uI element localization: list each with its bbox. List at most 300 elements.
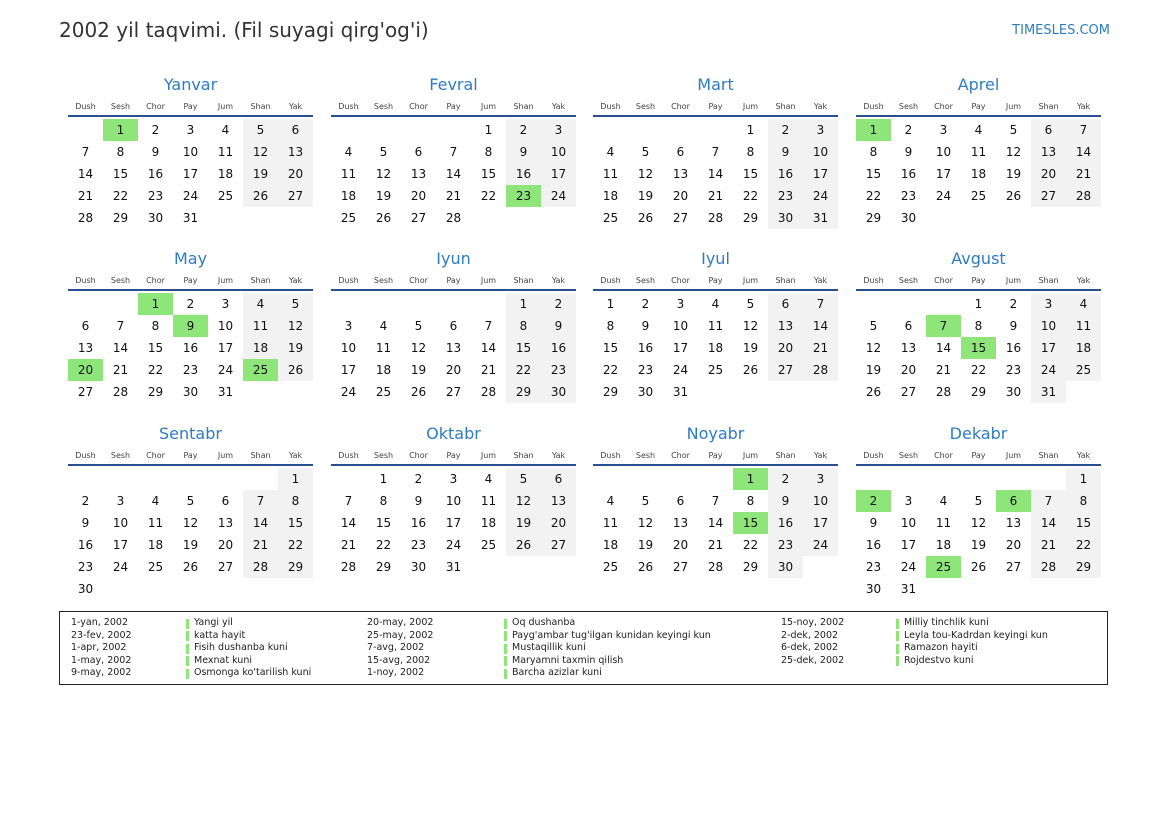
day-cell: 31 [672,385,689,399]
weekday-label: Pay [183,276,198,285]
empty-cell [891,468,926,490]
day-cell: 19 [375,189,392,203]
day-cell: 6 [768,293,803,315]
day-cell: 3 [449,472,458,486]
weekday-label: Chor [409,276,428,285]
day-cell: 24 [217,363,234,377]
empty-cell [628,119,663,141]
day-cell: 18 [217,167,234,181]
day-cell: 20 [1005,538,1022,552]
day-cell: 14 [340,516,357,530]
month-name: Iyun [436,249,471,268]
day-cell: 27 [672,560,689,574]
day-cell: 2 [186,297,195,311]
holiday-day: 1 [138,293,173,315]
day-cell: 17 [803,512,838,534]
day-cell: 15 [112,167,129,181]
day-cell: 1 [606,297,615,311]
day-cell: 7 [803,293,838,315]
day-cell: 29 [375,560,392,574]
holiday-date: 15-noy, 2002 [781,617,845,628]
day-cell: 18 [707,341,724,355]
holiday-marker [186,631,189,641]
day-cell: 15 [742,167,759,181]
empty-cell [436,119,471,141]
empty-cell [401,293,436,315]
day-cell: 4 [379,319,388,333]
weekday-label: Yak [813,276,828,285]
empty-cell [331,119,366,141]
day-cell: 14 [77,167,94,181]
weekday-label: Yak [551,102,566,111]
day-cell: 26 [182,560,199,574]
day-cell: 20 [672,189,689,203]
day-cell: 19 [637,538,654,552]
day-grid [331,293,576,403]
day-cell: 3 [939,123,948,137]
day-cell: 17 [1031,337,1066,359]
day-cell: 21 [340,538,357,552]
empty-cell [698,119,733,141]
day-cell: 29 [112,211,129,225]
weekday-header [331,450,576,466]
day-grid [331,468,576,578]
site-link[interactable]: TIMESLES.COM [1012,23,1110,38]
weekday-header [593,450,838,466]
weekday-label: Yak [1076,451,1091,460]
day-cell: 31 [217,385,234,399]
day-cell: 13 [672,516,689,530]
day-cell: 12 [742,319,759,333]
day-cell: 13 [410,167,427,181]
day-cell: 3 [676,297,685,311]
day-cell: 2 [151,123,160,137]
day-cell: 16 [1005,341,1022,355]
day-cell: 13 [672,167,689,181]
day-cell: 2 [1009,297,1018,311]
day-cell: 18 [935,538,952,552]
weekday-label: Dush [863,102,884,111]
empty-cell [366,119,401,141]
holiday-name: Osmonga ko'tarilish kuni [194,667,312,679]
day-cell: 26 [865,385,882,399]
day-cell: 29 [147,385,164,399]
day-cell: 20 [900,363,917,377]
day-cell: 17 [672,341,689,355]
day-cell: 5 [506,468,541,490]
day-cell: 25 [147,560,164,574]
holiday-date: 1-noy, 2002 [367,667,425,679]
day-cell: 11 [243,315,278,337]
day-cell: 22 [865,189,882,203]
day-cell: 15 [865,167,882,181]
weekday-label: Chor [671,102,690,111]
day-cell: 2 [506,119,541,141]
day-cell: 16 [506,163,541,185]
day-cell: 9 [81,516,90,530]
day-cell: 10 [935,145,952,159]
empty-cell [996,468,1031,490]
day-grid [593,119,838,229]
day-cell: 17 [803,163,838,185]
day-cell: 6 [904,319,913,333]
day-cell: 26 [375,211,392,225]
day-cell: 9 [641,319,650,333]
empty-cell [663,468,698,490]
day-cell: 2 [414,472,423,486]
weekday-label: Chor [409,102,428,111]
weekday-label: Shan [775,276,796,285]
day-cell: 18 [147,538,164,552]
day-cell: 7 [1031,490,1066,512]
empty-cell [103,293,138,315]
day-cell: 30 [1005,385,1022,399]
weekday-label: Sesh [110,102,131,111]
day-cell: 17 [541,163,576,185]
empty-cell [331,293,366,315]
empty-cell [138,468,173,490]
day-cell: 12 [970,516,987,530]
day-cell: 9 [869,516,878,530]
day-cell: 3 [344,319,353,333]
day-cell: 22 [970,363,987,377]
day-cell: 6 [221,494,230,508]
day-cell: 10 [672,319,689,333]
day-cell: 8 [606,319,615,333]
holiday-name: Mustaqillik kuni [512,642,586,654]
day-cell: 24 [803,185,838,207]
day-cell: 3 [186,123,195,137]
holiday-marker [504,644,507,654]
empty-cell [243,468,278,490]
day-cell: 15 [506,337,541,359]
weekday-label: Jum [742,276,759,285]
day-cell: 23 [77,560,94,574]
day-grid [856,119,1101,229]
day-cell: 12 [506,490,541,512]
day-cell: 11 [602,516,619,530]
weekday-label: Shan [1038,276,1059,285]
empty-cell [68,468,103,490]
day-cell: 16 [865,538,882,552]
day-cell: 24 [445,538,462,552]
day-cell: 19 [278,337,313,359]
weekday-label: Dush [863,276,884,285]
weekday-label: Pay [708,102,723,111]
day-cell: 26 [410,385,427,399]
weekday-label: Chor [146,451,165,460]
holiday-date: 2-dek, 2002 [781,629,839,641]
day-cell: 17 [112,538,129,552]
day-cell: 6 [676,145,685,159]
empty-cell [471,293,506,315]
day-cell: 22 [506,359,541,381]
day-cell: 7 [81,145,90,159]
day-cell: 10 [803,490,838,512]
day-grid [856,468,1101,600]
day-cell: 13 [541,490,576,512]
day-cell: 9 [151,145,160,159]
day-cell: 20 [410,189,427,203]
day-cell: 19 [182,538,199,552]
day-cell: 16 [147,167,164,181]
weekday-label: Pay [446,451,461,460]
empty-cell [68,119,103,141]
day-cell: 11 [707,319,724,333]
day-cell: 25 [602,211,619,225]
day-cell: 27 [1005,560,1022,574]
holiday-day: 1 [856,119,891,141]
day-cell: 19 [506,512,541,534]
holiday-marker [186,619,189,629]
day-cell: 19 [742,341,759,355]
day-cell: 14 [935,341,952,355]
weekday-label: Shan [775,102,796,111]
day-cell: 30 [77,582,94,596]
empty-cell [208,468,243,490]
day-cell: 13 [1005,516,1022,530]
day-cell: 25 [217,189,234,203]
day-cell: 10 [182,145,199,159]
day-grid [331,119,576,229]
day-cell: 29 [742,560,759,574]
day-cell: 16 [410,516,427,530]
day-cell: 3 [1031,293,1066,315]
day-grid [593,293,838,403]
empty-cell [926,468,961,490]
day-cell: 11 [1066,315,1101,337]
month-name: Sentabr [159,424,222,443]
holiday-name: Milliy tinchlik kuni [904,617,989,628]
day-cell: 30 [541,381,576,403]
month-name: Yanvar [163,75,218,94]
day-cell: 1 [506,293,541,315]
month-name: Noyabr [686,424,745,443]
day-cell: 5 [414,319,423,333]
day-cell: 22 [602,363,619,377]
holiday-date: 1-apr, 2002 [71,642,127,654]
month-avgust [856,249,1101,403]
day-cell: 18 [340,189,357,203]
empty-cell [856,468,891,490]
month-noyabr [593,424,838,578]
day-cell: 8 [116,145,125,159]
day-cell: 24 [182,189,199,203]
day-cell: 8 [974,319,983,333]
day-cell: 11 [480,494,497,508]
holiday-marker [186,669,189,679]
day-cell: 20 [541,512,576,534]
day-cell: 12 [278,315,313,337]
holiday-date: 25-may, 2002 [367,629,434,641]
holiday-day: 15 [961,337,996,359]
day-cell: 5 [278,293,313,315]
day-cell: 31 [445,560,462,574]
day-cell: 12 [865,341,882,355]
day-cell: 4 [974,123,983,137]
day-cell: 4 [344,145,353,159]
weekday-label: Jum [480,102,497,111]
day-cell: 1 [974,297,983,311]
empty-cell [628,468,663,490]
holiday-day: 23 [506,185,541,207]
weekday-label: Chor [671,276,690,285]
day-cell: 2 [81,494,90,508]
day-cell: 10 [1031,315,1066,337]
holiday-name: Oq dushanba [512,617,576,628]
day-grid [68,119,313,229]
weekday-label: Chor [934,276,953,285]
day-cell: 11 [217,145,234,159]
day-cell: 11 [602,167,619,181]
empty-cell [593,119,628,141]
day-cell: 21 [1066,163,1101,185]
weekday-label: Jum [1005,451,1022,460]
day-cell: 29 [1066,556,1101,578]
day-cell: 15 [278,512,313,534]
holiday-name: Payg'ambar tug'ilgan kunidan keyingi kun [512,629,711,641]
day-cell: 16 [182,341,199,355]
weekday-header [68,275,313,291]
day-cell: 8 [506,315,541,337]
weekday-header [856,275,1101,291]
day-cell: 13 [1031,141,1066,163]
day-cell: 14 [243,512,278,534]
day-cell: 10 [112,516,129,530]
day-cell: 21 [77,189,94,203]
day-cell: 1 [746,123,755,137]
day-cell: 2 [768,119,803,141]
month-yanvar [68,75,313,229]
day-cell: 15 [1066,512,1101,534]
day-cell: 8 [484,145,493,159]
day-cell: 27 [900,385,917,399]
day-cell: 7 [449,145,458,159]
month-dekabr [856,424,1101,600]
day-cell: 23 [865,560,882,574]
day-cell: 19 [865,363,882,377]
day-cell: 25 [480,538,497,552]
holiday-date: 7-avg, 2002 [367,642,425,654]
day-cell: 5 [869,319,878,333]
day-cell: 8 [278,490,313,512]
weekday-label: Yak [551,451,566,460]
day-cell: 20 [445,363,462,377]
day-cell: 27 [278,185,313,207]
day-cell: 14 [112,341,129,355]
day-cell: 18 [602,538,619,552]
day-cell: 3 [116,494,125,508]
weekday-label: Pay [183,102,198,111]
day-cell: 26 [243,185,278,207]
day-cell: 28 [480,385,497,399]
day-cell: 4 [151,494,160,508]
day-cell: 28 [935,385,952,399]
month-name: Iyul [701,249,730,268]
holiday-name: katta hayit [194,629,246,641]
holiday-date: 1-may, 2002 [71,654,132,666]
day-cell: 15 [375,516,392,530]
day-cell: 5 [1009,123,1018,137]
month-name: Mart [697,75,734,94]
day-cell: 20 [672,538,689,552]
day-cell: 31 [803,207,838,229]
day-cell: 21 [445,189,462,203]
month-iyul [593,249,838,403]
weekday-label: Yak [288,451,303,460]
holiday-date: 23-fev, 2002 [71,629,132,641]
day-grid [593,468,838,578]
day-cell: 26 [506,534,541,556]
day-cell: 18 [602,189,619,203]
day-cell: 4 [484,472,493,486]
day-cell: 30 [900,211,917,225]
holiday-marker [896,619,899,629]
day-cell: 27 [410,211,427,225]
holiday-day: 1 [103,119,138,141]
day-cell: 18 [970,167,987,181]
holiday-day: 1 [733,468,768,490]
day-cell: 22 [1066,534,1101,556]
day-cell: 31 [1031,381,1066,403]
day-cell: 5 [746,297,755,311]
holiday-day: 7 [926,315,961,337]
day-cell: 20 [278,163,313,185]
day-cell: 9 [904,145,913,159]
weekday-label: Dush [863,451,884,460]
weekday-label: Shan [513,102,534,111]
empty-cell [103,468,138,490]
day-cell: 26 [742,363,759,377]
day-cell: 7 [116,319,125,333]
holiday-name: Barcha azizlar kuni [512,667,602,679]
day-cell: 9 [506,141,541,163]
empty-cell [593,468,628,490]
holiday-date: 15-avg, 2002 [367,654,431,666]
day-cell: 27 [77,385,94,399]
holiday-date: 20-may, 2002 [367,617,434,628]
weekday-label: Jum [1005,276,1022,285]
day-cell: 24 [340,385,357,399]
day-cell: 24 [541,185,576,207]
holiday-marker [186,644,189,654]
weekday-label: Pay [446,102,461,111]
day-cell: 25 [602,560,619,574]
day-cell: 16 [77,538,94,552]
weekday-label: Shan [1038,451,1059,460]
day-cell: 31 [900,582,917,596]
day-cell: 21 [112,363,129,377]
month-fevral [331,75,576,229]
holiday-name: Yangi yil [194,617,233,628]
weekday-label: Yak [1076,276,1091,285]
day-cell: 13 [77,341,94,355]
day-cell: 30 [865,582,882,596]
day-cell: 6 [449,319,458,333]
month-name: Dekabr [949,424,1008,443]
holiday-day: 20 [68,359,103,381]
holiday-day: 9 [173,315,208,337]
holiday-name: Mexnat kuni [194,654,252,666]
day-cell: 14 [445,167,462,181]
day-cell: 7 [711,145,720,159]
day-cell: 30 [147,211,164,225]
holiday-marker [896,644,899,654]
day-cell: 13 [217,516,234,530]
day-cell: 22 [480,189,497,203]
day-cell: 22 [278,534,313,556]
day-cell: 22 [147,363,164,377]
